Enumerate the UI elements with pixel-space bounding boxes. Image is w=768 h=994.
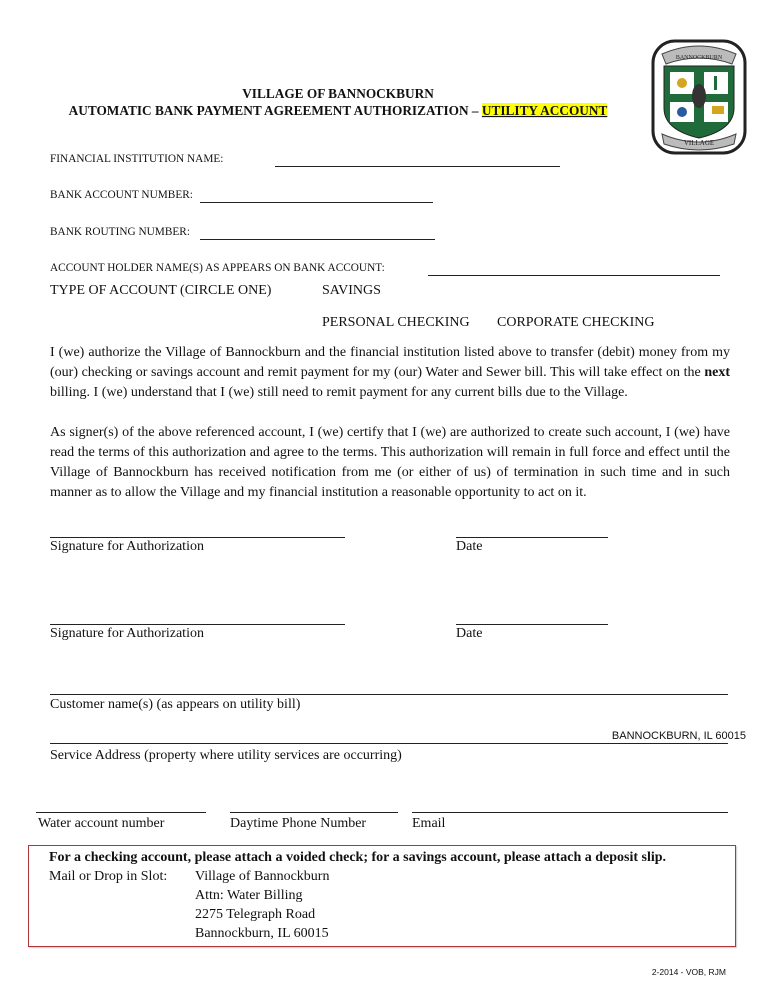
- svg-text:VILLAGE: VILLAGE: [683, 139, 715, 147]
- mail-label: Mail or Drop in Slot:: [49, 869, 168, 884]
- holder-input[interactable]: [428, 275, 720, 276]
- account-number-input[interactable]: [200, 202, 433, 203]
- signature-label-1: Signature for Authorization: [50, 539, 204, 554]
- title-highlight: UTILITY ACCOUNT: [481, 103, 608, 118]
- date-line-1[interactable]: [456, 537, 608, 538]
- routing-number-input[interactable]: [200, 239, 435, 240]
- service-address-prefill: BANNOCKBURN, IL 60015: [611, 730, 746, 742]
- para1-text-end: billing. I (we) understand that I (we) still need to remit payment for any current bills due to the Village.: [50, 385, 628, 400]
- date-label-2: Date: [456, 626, 483, 641]
- address-line-4: Bannockburn, IL 60015: [195, 926, 329, 941]
- account-type-label: TYPE OF ACCOUNT (CIRCLE ONE): [50, 283, 272, 298]
- option-personal-checking[interactable]: PERSONAL CHECKING: [322, 315, 470, 330]
- water-account-label: Water account number: [38, 816, 165, 831]
- form-revision: 2-2014 - VOB, RJM: [651, 967, 726, 977]
- phone-input[interactable]: [230, 812, 398, 813]
- village-logo: [650, 38, 748, 156]
- institution-label: FINANCIAL INSTITUTION NAME:: [50, 153, 224, 165]
- option-corporate-checking[interactable]: CORPORATE CHECKING: [497, 315, 655, 330]
- title-line1: VILLAGE OF BANNOCKBURN: [242, 86, 434, 101]
- para1-bold: next: [704, 365, 730, 380]
- address-line-1: Village of Bannockburn: [195, 869, 330, 884]
- signature-line-2[interactable]: [50, 624, 345, 625]
- signature-line-1[interactable]: [50, 537, 345, 538]
- title-line2: [0, 103, 676, 119]
- water-account-input[interactable]: [36, 812, 206, 813]
- customer-name-label: Customer name(s) (as appears on utility bill): [50, 697, 301, 712]
- address-line-2: Attn: Water Billing: [195, 888, 303, 903]
- date-line-2[interactable]: [456, 624, 608, 625]
- address-line-3: 2275 Telegraph Road: [195, 907, 316, 922]
- certification-paragraph: As signer(s) of the above referenced account, I (we) certify that I (we) are authorized to create such account, I (we) have read the terms of this authorization and agree to the terms. This authorization will remain in full force and effect until the Village of Bannockburn has received notification from me (or either of us) of termination in such time and in such manner as to allow the Village and my financial institution a reasonable opportunity to act on it.: [50, 425, 730, 500]
- signature-label-2: Signature for Authorization: [50, 626, 204, 641]
- service-address-label: Service Address (property where utility services are occurring): [50, 748, 402, 763]
- attach-instructions: For a checking account, please attach a voided check; for a savings account, please attach a deposit slip.: [49, 850, 667, 865]
- email-label: Email: [412, 816, 446, 831]
- account-number-label: BANK ACCOUNT NUMBER:: [50, 189, 193, 201]
- holder-label: ACCOUNT HOLDER NAME(S) AS APPEARS ON BANK ACCOUNT:: [50, 262, 385, 274]
- authorization-paragraph: [50, 343, 730, 403]
- title-prefix: AUTOMATIC BANK PAYMENT AGREEMENT AUTHORIZATION –: [68, 103, 482, 118]
- svg-text:BANNOCKBURN: BANNOCKBURN: [675, 55, 723, 61]
- para1-text: I (we) authorize the Village of Bannockburn and the financial institution listed above to transfer (debit) money from my (our) checking or savings account and remit payment for my (our) Water and Sewer bill. This will take effect on the: [50, 345, 730, 380]
- customer-name-input[interactable]: [50, 694, 728, 695]
- phone-label: Daytime Phone Number: [230, 816, 367, 831]
- institution-input[interactable]: [275, 166, 560, 167]
- service-address-input[interactable]: [50, 743, 728, 744]
- option-savings[interactable]: SAVINGS: [322, 283, 381, 298]
- routing-number-label: BANK ROUTING NUMBER:: [50, 226, 190, 238]
- date-label-1: Date: [456, 539, 483, 554]
- email-input[interactable]: [412, 812, 728, 813]
- instructions-box: [28, 845, 736, 947]
